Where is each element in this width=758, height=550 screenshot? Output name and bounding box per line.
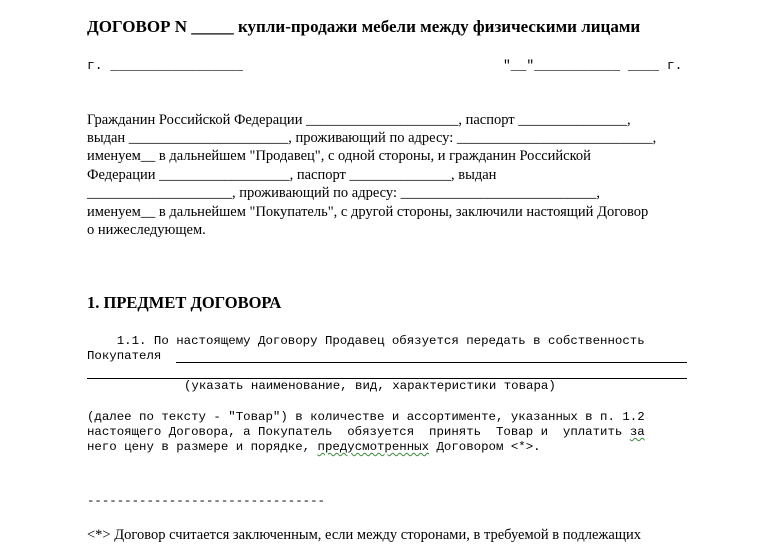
- city-line: г. _________________: [87, 58, 244, 73]
- parties-line: о нижеследующем.: [87, 222, 206, 238]
- spellcheck-word: предусмотренных: [317, 440, 430, 454]
- text-run: Договором <*>.: [429, 440, 541, 454]
- paragraph-line: (далее по тексту - "Товар") в количестве и ассортименте, указанных в п. 1.2: [87, 410, 645, 424]
- parties-line: Федерации __________________, паспорт ______________, выдан: [87, 167, 497, 183]
- section-heading: 1. ПРЕДМЕТ ДОГОВОРА: [87, 293, 282, 312]
- clause-line: 1.1. По настоящему Договору Продавец обязуется передать в собственность: [87, 334, 645, 348]
- footnote-text: <*> Договор считается заключенным, если между сторонами, в требуемой в подлежащих: [87, 527, 642, 543]
- paragraph-line: [87, 440, 541, 456]
- footnote-divider: --------------------------------: [87, 494, 325, 508]
- paragraph-line: [87, 425, 645, 441]
- text-run: него цену в размере и порядке,: [87, 440, 318, 454]
- spellcheck-word: за: [629, 425, 645, 439]
- parties-line: выдан ______________________, проживающий по адресу: ___________________________,: [87, 130, 657, 146]
- blank-underline: [176, 362, 687, 363]
- field-hint: (указать наименование, вид, характеристики товара): [184, 379, 556, 393]
- parties-line: Гражданин Российской Федерации _____________________, паспорт _______________,: [87, 112, 631, 128]
- clause-line: Покупателя: [87, 349, 162, 363]
- document-title: ДОГОВОР N _____ купли-продажи мебели между физическими лицами: [87, 17, 641, 36]
- date-line: "__"___________ ____ г.: [503, 58, 683, 73]
- parties-line: именуем__ в дальнейшем "Продавец", с одной стороны, и гражданин Российской: [87, 148, 591, 164]
- text-run: настоящего Договора, а Покупатель обязуется принять Товар и уплатить: [87, 425, 630, 439]
- parties-line: ____________________, проживающий по адресу: ___________________________,: [87, 185, 600, 201]
- parties-line: именуем__ в дальнейшем "Покупатель", с другой стороны, заключили настоящий Договор: [87, 204, 649, 220]
